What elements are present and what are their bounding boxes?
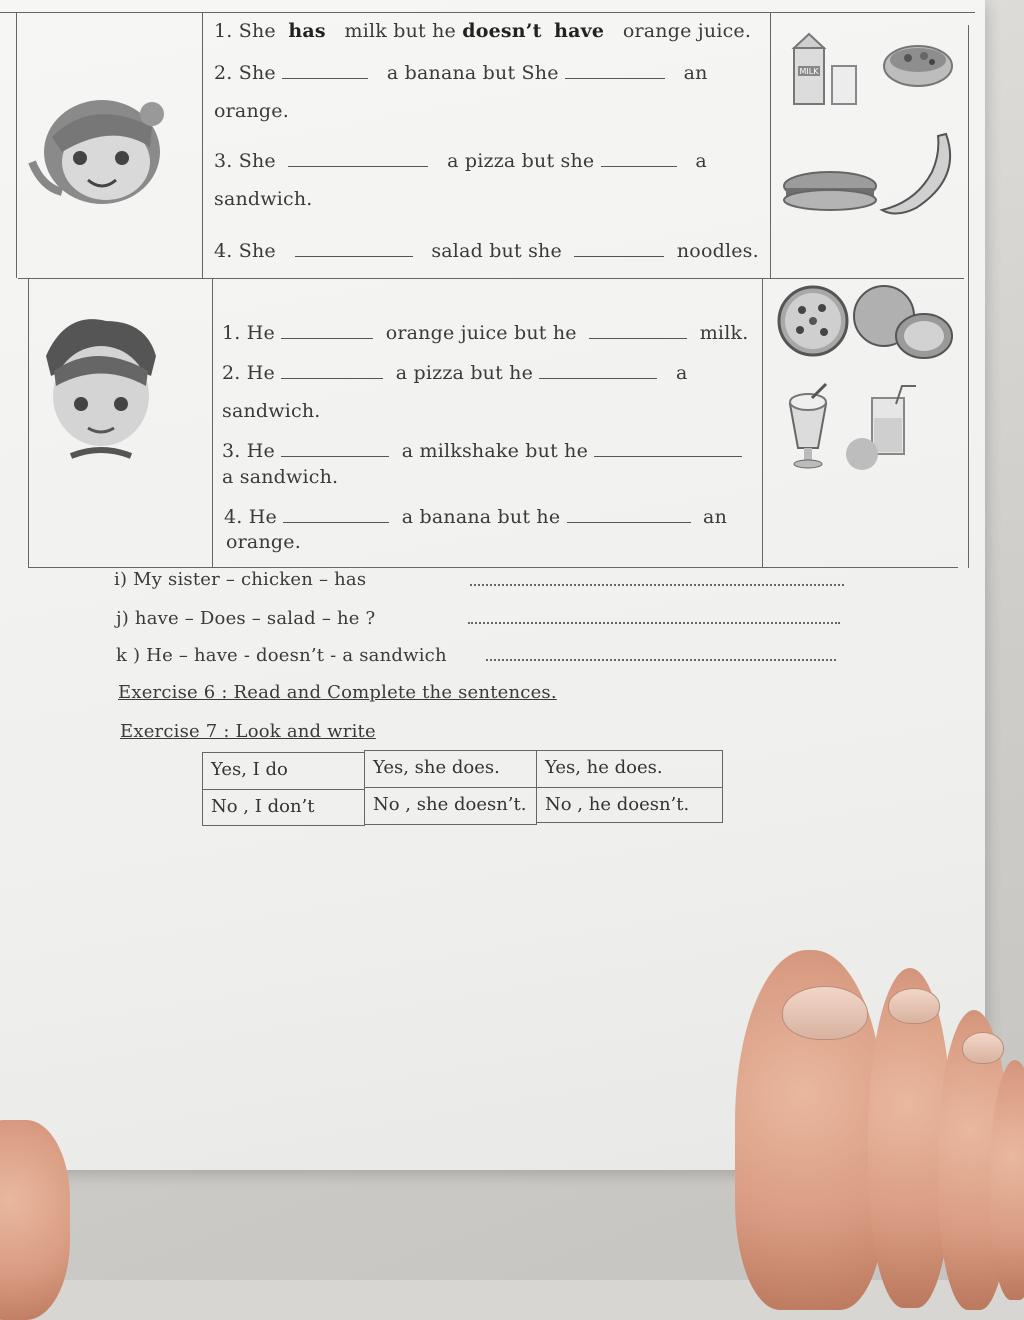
- boy-sentence-1: 1. He orange juice but he milk.: [222, 322, 749, 344]
- answer-blank[interactable]: [288, 152, 428, 167]
- answer-blank[interactable]: [281, 442, 389, 457]
- answer-line-k[interactable]: [486, 659, 836, 661]
- girl-face-icon: [22, 92, 182, 210]
- answer-blank[interactable]: [567, 508, 691, 523]
- answer-blank[interactable]: [565, 64, 665, 79]
- answer-blank[interactable]: [283, 508, 389, 523]
- girl-sentence-2: 2. She a banana but She an: [214, 62, 708, 84]
- answer-cell: No , he doesn’t.: [536, 787, 723, 823]
- answer-line-j[interactable]: [468, 622, 840, 624]
- girl-sentence-1: 1. She has milk but he doesn’t have orange juice.: [214, 20, 752, 42]
- answer-cell: No , I don’t: [202, 789, 365, 826]
- boy-sentence-2-cont: sandwich.: [222, 400, 321, 422]
- svg-text:MILK: MILK: [799, 67, 819, 76]
- boy-sentence-4: 4. He a banana but he an: [224, 506, 728, 528]
- answer-cell: Yes, I do: [202, 752, 365, 790]
- pizza-icon: [776, 284, 850, 358]
- answer-line-i[interactable]: [470, 584, 844, 586]
- table-bottom-border: [28, 567, 958, 568]
- table-left-border-top: [16, 12, 17, 278]
- answer-blank[interactable]: [601, 152, 677, 167]
- sandwich-icon: [780, 168, 880, 214]
- girl-sentence-2-cont: orange.: [214, 100, 289, 122]
- boy-sentence-4-cont: orange.: [226, 531, 301, 553]
- girl-sentence-3-cont: sandwich.: [214, 188, 313, 210]
- girl-sentence-4: 4. She salad but she noodles.: [214, 240, 759, 262]
- reorder-k: k ) He – have - doesn’t - a sandwich: [116, 645, 447, 666]
- answer-cell: Yes, she does.: [364, 750, 537, 788]
- table-right-border: [968, 25, 969, 568]
- salad-bowl-icon: [880, 40, 956, 100]
- orange-juice-glass-icon: [840, 384, 920, 474]
- answer-blank[interactable]: [282, 64, 368, 79]
- answer-table: [202, 750, 724, 826]
- exercise-6-heading: Exercise 6 : Read and Complete the sentences.: [118, 682, 557, 703]
- exercise-7-heading: Exercise 7 : Look and write: [120, 721, 376, 742]
- table-col-divider-right-top: [770, 12, 771, 278]
- table-top-border: [0, 12, 975, 13]
- milkshake-icon: [782, 382, 834, 470]
- table-col-divider-top: [202, 12, 203, 278]
- table-col-divider-right-bottom: [762, 278, 763, 568]
- boy-sentence-3: 3. He a milkshake but he: [222, 440, 742, 462]
- answer-blank[interactable]: [281, 364, 383, 379]
- girl-sentence-3: 3. She a pizza but she a: [214, 150, 707, 172]
- answer-cell: No , she doesn’t.: [364, 787, 537, 825]
- answer-blank[interactable]: [589, 324, 687, 339]
- orange-fruit-icon: [848, 282, 956, 364]
- answer-cell: Yes, he does.: [536, 750, 723, 788]
- reorder-i: i) My sister – chicken – has: [114, 569, 367, 590]
- answer-blank[interactable]: [295, 242, 413, 257]
- boy-sentence-3-cont: a sandwich.: [222, 466, 339, 488]
- banana-icon: [876, 128, 960, 218]
- answer-blank[interactable]: [281, 324, 373, 339]
- table-middle-border: [18, 278, 964, 279]
- answer-blank[interactable]: [539, 364, 657, 379]
- boy-sentence-2: 2. He a pizza but he a: [222, 362, 688, 384]
- reorder-j: j) have – Does – salad – he ?: [116, 608, 376, 629]
- boy-face-icon: [36, 316, 166, 464]
- table-left-border-bottom: [28, 278, 29, 568]
- table-col-divider-bottom: [212, 278, 213, 568]
- answer-blank[interactable]: [574, 242, 664, 257]
- answer-blank[interactable]: [594, 442, 742, 457]
- milk-carton-icon: [788, 30, 868, 110]
